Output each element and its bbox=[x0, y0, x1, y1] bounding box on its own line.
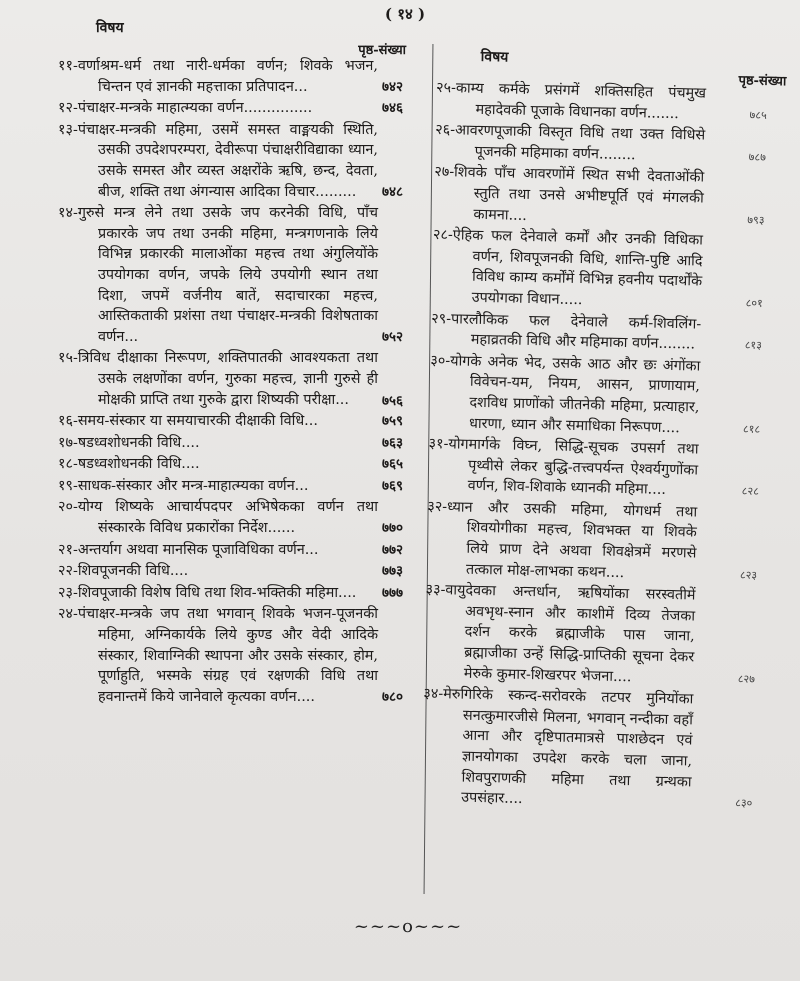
toc-entry: १९-साधक-संस्कार और मन्त्र-माहात्म्यका वर्णन... ७६९ bbox=[58, 477, 404, 494]
toc-entry-title: २२-शिवपूजनकी विधि.... bbox=[58, 563, 189, 580]
toc-entry bbox=[428, 434, 760, 502]
toc-entry bbox=[431, 225, 763, 314]
toc-column-left bbox=[58, 16, 422, 708]
toc-entry-title: २०-योग्य शिष्यके आचार्यपदपर अभिषेकका वर्णन तथा संस्कारके विविध प्रकारोंका निर्देश...... bbox=[58, 499, 378, 537]
toc-entries-left: ११-वर्णाश्रम-धर्म तथा नारी-धर्मका वर्णन; शिवके भजन, चिन्तन एवं ज्ञानकी महत्ताका प्रतिपादन... ७४२ १२-पंचाक्षर-मन्त्रके माहात्म्यका वर्णन............... ७४६ १३-पंचाक्षर-मन्त्रकी महिमा, उसमें समस्त वाङ्मयकी स्थिति, उसकी उपदेशपरम्परा, देवीरूपा पंचाक्षरीविद्याका ध्यान, उसके समस्त और व्यस्त अक्षरोंके ऋषि, छन्द, देवता, बीज, शक्ति तथा अंगन्यास आदिका विचार......... ७४८ १४-गुरुसे मन्त्र लेने तथा उसके जप करनेकी विधि, पाँच प्रकारके जप तथा उनकी महिमा, मन्त्रगणनाके लिये विभिन्न प्रकारकी मालाओंका महत्त्व तथा अंगुलियोंके उपयोगका वर्णन, जपके लिये उपयोगी स्थान तथा दिशा, जपमें वर्जनीय बातें, सदाचारका महत्त्व, आस्तिकताकी प्रशंसा तथा पंचाक्षर-मन्त्रकी विशेषताका वर्णन... ७५२ १५-त्रिविध दीक्षाका निरूपण, शक्तिपातकी आवश्यकता तथा उसके लक्षणोंका वर्णन, गुरुका महत्त्व, ज्ञानी गुरुसे ही मोक्षकी प्राप्ति तथा गुरुके द्वारा शिष्यकी परीक्षा... ७५६ १६-समय-संस्कार या समयाचारकी दीक्षाकी विधि... ७५९ १७-षडध्वशोधनकी विधि.... ७६३ १८-षडध्वशोधनकी विधि.... ७६५ १९-साधक-संस्कार और मन्त्र-माहात्म्यका वर्णन... ७६९ २०-योग्य शिष्यके आचार्यपदपर अभिषेकका वर्णन तथा संस्कारके विविध प्रकारोंका निर्देश...... ७७० २१-अन्तर्याग अथवा मानसिक पूजाविधिका वर्णन... ७७२ २२-शिवपूजनकी विधि.... ७७३ २३-शिवपूजाकी विशेष विधि तथा शिव-भक्तिकी महिमा.... ७७७ २४-पंचाक्षर-मन्त्रके जप तथा भगवान् शिवके भजन-पूजनकी महिमा, अग्निकार्यके लिये कुण्ड और वेदी आदिके संस्कार, शिवाग्निकी स्थापना और उसके संस्कार, होम, पूर्णाहुति, भस्मके संग्रह एवं रक्षणकी विधि तथा हवनान्तमें किये जानेवाले कृत्यका वर्णन.... ७८० bbox=[58, 56, 422, 707]
toc-entry-title: २७-शिवके पाँच आवरणोंमें स्थित सभी देवताओंकी स्तुति तथा उनसे अभीष्टपूर्ति एवं मंगलकी कामना.... bbox=[434, 164, 705, 224]
page-count-heading: पृष्ठ-संख्या bbox=[738, 73, 787, 90]
toc-entry: २०-योग्य शिष्यके आचार्यपदपर अभिषेकका वर्णन तथा संस्कारके विविध प्रकारोंका निर्देश...... ७७० bbox=[58, 499, 404, 537]
toc-entry: १२-पंचाक्षर-मन्त्रके माहात्म्यका वर्णन............... ७४६ bbox=[58, 100, 404, 117]
toc-entry-title: २८-ऐहिक फल देनेवाले कर्मों और उनकी विधिका वर्णन, शिवपूजनकी विधि, शान्ति-पुष्टि आदि विविध काम्य कर्मोंमें विभिन्न हवनीय पदार्थोंके उपयोगका विधान..... bbox=[432, 227, 704, 309]
toc-entry bbox=[58, 348, 422, 410]
toc-entry: १८-षडध्वशोधनकी विधि.... ७६५ bbox=[58, 456, 404, 473]
toc-entry-title: ३०-योगके अनेक भेद, उसके आठ और छः अंगोंका विवेचन-यम, नियम, आसन, प्राणायाम, दशविध प्राणोंको जीतनेकी महिमा, प्रत्याहार, धारणा, ध्यान और समाधिका निरूपण.... bbox=[430, 352, 701, 436]
toc-entry: २१-अन्तर्याग अथवा मानसिक पूजाविधिका वर्णन... ७७२ bbox=[58, 541, 404, 558]
toc-entry-title: ११-वर्णाश्रम-धर्म तथा नारी-धर्मका वर्णन; शिवके भजन, चिन्तन एवं ज्ञानकी महत्ताका प्रतिपादन... bbox=[58, 58, 378, 95]
toc-entry-title: १७-षडध्वशोधनकी विधि.... bbox=[58, 434, 200, 451]
toc-entry-title: ३२-ध्यान और उसकी महिमा, योगधर्म तथा शिवयोगीका महत्त्व, शिवभक्त या शिवके लिये प्राण देने अथवा शिवक्षेत्रमें मरणसे तत्काल मोक्ष-लाभका कथन.... bbox=[427, 498, 698, 581]
toc-entry-title: ३१-योगमार्गके विघ्न, सिद्धि-सूचक उपसर्ग तथा पृथ्वीसे लेकर बुद्धि-तत्त्वपर्यन्त ऐश्वर्यगुणोंका वर्णन, शिव-शिवाके ध्यानकी महिमा.... bbox=[428, 436, 699, 499]
toc-entry-title: १९-साधक-संस्कार और मन्त्र-माहात्म्यका वर्णन... bbox=[58, 477, 309, 494]
column-header-left bbox=[58, 16, 422, 56]
toc-entry-title: ३३-वायुदेवका अन्तर्धान, ऋषियोंका सरस्वतीमें अवभृथ-स्नान और काशीमें दिव्य तेजका दर्शन करके ब्रह्माजीके पास जाना, ब्रह्माजीका उन्हें सिद्धि-प्राप्तिकी सूचना देकर मेरुके कुमार-शिखरपर भेजना.... bbox=[425, 582, 696, 685]
page-number: ( १४ ) bbox=[384, 5, 426, 23]
subject-heading: विषय bbox=[96, 20, 124, 36]
toc-entry-title: २१-अन्तर्याग अथवा मानसिक पूजाविधिका वर्णन... bbox=[58, 541, 319, 558]
toc-entry-title: २५-काम्य कर्मके प्रसंगमें शक्तिसहित पंचमुख महादेवकी पूजाके विधानका वर्णन....... bbox=[435, 79, 707, 122]
toc-entry-title: ३४-मेरुगिरिके स्कन्द-सरोवरके तटपर मुनियोंका सनत्कुमारजीसे मिलना, भगवान् नन्दीका वहाँ आना और दृष्टिपातमात्रसे पाशछेदन एवं ज्ञानयोगका उपदेश करके चला जाना, शिवपुराणकी महिमा तथा ग्रन्थका उपसंहार.... bbox=[423, 686, 694, 808]
footer-ornament: ~~~o~~~ bbox=[353, 916, 463, 937]
toc-entry-title: १२-पंचाक्षर-मन्त्रके माहात्म्यका वर्णन............... bbox=[58, 100, 313, 117]
toc-entry: १३-पंचाक्षर-मन्त्रकी महिमा, उसमें समस्त वाङ्मयकी स्थिति, उसकी उपदेशपरम्परा, देवीरूपा पंचाक्षरीविद्याका ध्यान, उसके समस्त और व्यस्त अक्षरोंके ऋषि, छन्द, देवता, बीज, शक्ति तथा अंगन्यास आदिका विचार......... ७४८ bbox=[58, 121, 404, 200]
toc-entries-right bbox=[421, 78, 767, 814]
toc-entry: १६-समय-संस्कार या समयाचारकी दीक्षाकी विधि... ७५९ bbox=[58, 413, 404, 430]
page-count-heading: पृष्ठ-संख्या bbox=[358, 43, 406, 58]
toc-entry-title: १३-पंचाक्षर-मन्त्रकी महिमा, उसमें समस्त वाङ्मयकी स्थिति, उसकी उपदेशपरम्परा, देवीरूपा पंचाक्षरीविद्याका ध्यान, उसके समस्त और व्यस्त अक्षरोंके ऋषि, छन्द, देवता, बीज, शक्ति तथा अंगन्यास आदिका विचार......... bbox=[58, 121, 378, 200]
toc-entry-title: १५-त्रिविध दीक्षाका निरूपण, शक्तिपातकी आवश्यकता तथा उसके लक्षणोंका वर्णन, गुरुका महत्त्व, ज्ञानी गुरुसे ही मोक्षकी प्राप्ति तथा गुरुके द्वारा शिष्यकी परीक्षा... bbox=[58, 350, 378, 408]
toc-column-right bbox=[421, 44, 787, 815]
toc-entry: २४-पंचाक्षर-मन्त्रके जप तथा भगवान् शिवके भजन-पूजनकी महिमा, अग्निकार्यके लिये कुण्ड और वेदी आदिके संस्कार, शिवाग्निकी स्थापना और उसके संस्कार, होम, पूर्णाहुति, भस्मके संग्रह एवं रक्षणकी विधि तथा हवनान्तमें किये जानेवाले कृत्यका वर्णन.... ७८० bbox=[58, 606, 404, 705]
toc-entry: १७-षडध्वशोधनकी विधि.... ७६३ bbox=[58, 434, 404, 451]
toc-entry-title: २६-आवरणपूजाकी विस्तृत विधि तथा उक्त विधिसे पूजनकी महिमाका वर्णन........ bbox=[435, 122, 706, 163]
toc-entry bbox=[426, 497, 758, 586]
toc-entry: २३-शिवपूजाकी विशेष विधि तथा शिव-भक्तिकी महिमा.... ७७७ bbox=[58, 584, 404, 601]
toc-entry bbox=[435, 78, 767, 126]
toc-entry bbox=[433, 162, 765, 230]
toc-entry bbox=[429, 351, 761, 440]
toc-entry bbox=[431, 308, 763, 356]
toc-entry bbox=[421, 684, 753, 814]
toc-entry bbox=[424, 580, 756, 690]
toc-entry-title: २९-पारलौकिक फल देनेवाले कर्म-शिवलिंग-महाव्रतकी विधि और महिमाका वर्णन........ bbox=[431, 310, 702, 353]
toc-entry: २२-शिवपूजनकी विधि.... ७७३ bbox=[58, 563, 404, 580]
toc-entry-title: १८-षडध्वशोधनकी विधि.... bbox=[58, 456, 200, 473]
toc-entry: ११-वर्णाश्रम-धर्म तथा नारी-धर्मका वर्णन; शिवके भजन, चिन्तन एवं ज्ञानकी महत्ताका प्रतिपादन... ७४२ bbox=[58, 58, 404, 95]
subject-heading: विषय bbox=[480, 48, 509, 66]
toc-entry bbox=[435, 120, 767, 168]
toc-entry: १४-गुरुसे मन्त्र लेने तथा उसके जप करनेकी विधि, पाँच प्रकारके जप तथा उनकी महिमा, मन्त्रगणनाके लिये विभिन्न प्रकारकी मालाओंका महत्त्व तथा अंगुलियोंके उपयोगका वर्णन, जपके लिये उपयोगी स्थान तथा दिशा, जपमें वर्जनीय बातें, सदाचारका महत्त्व, आस्तिकताकी प्रशंसा तथा पंचाक्षर-मन्त्रकी विशेषताका वर्णन... ७५२ bbox=[58, 205, 404, 345]
toc-entry-title: २३-शिवपूजाकी विशेष विधि तथा शिव-भक्तिकी महिमा.... bbox=[58, 584, 357, 601]
toc-entry-title: २४-पंचाक्षर-मन्त्रके जप तथा भगवान् शिवके भजन-पूजनकी महिमा, अग्निकार्यके लिये कुण्ड और वेदी आदिके संस्कार, शिवाग्निकी स्थापना और उसके संस्कार, होम, पूर्णाहुति, भस्मके संग्रह एवं रक्षणकी विधि तथा हवनान्तमें किये जानेवाले कृत्यका वर्णन.... bbox=[58, 606, 378, 705]
toc-entry-title: १४-गुरुसे मन्त्र लेने तथा उसके जप करनेकी विधि, पाँच प्रकारके जप तथा उनकी महिमा, मन्त्रगणनाके लिये विभिन्न प्रकारकी मालाओंका महत्त्व तथा अंगुलियोंके उपयोगका वर्णन, जपके लिये उपयोगी स्थान तथा दिशा, जपमें वर्जनीय बातें, सदाचारका महत्त्व, आस्तिकताकी प्रशंसा तथा पंचाक्षर-मन्त्रकी विशेषताका वर्णन... bbox=[58, 205, 378, 345]
toc-entry-title: १६-समय-संस्कार या समयाचारकी दीक्षाकी विधि... bbox=[58, 413, 318, 430]
